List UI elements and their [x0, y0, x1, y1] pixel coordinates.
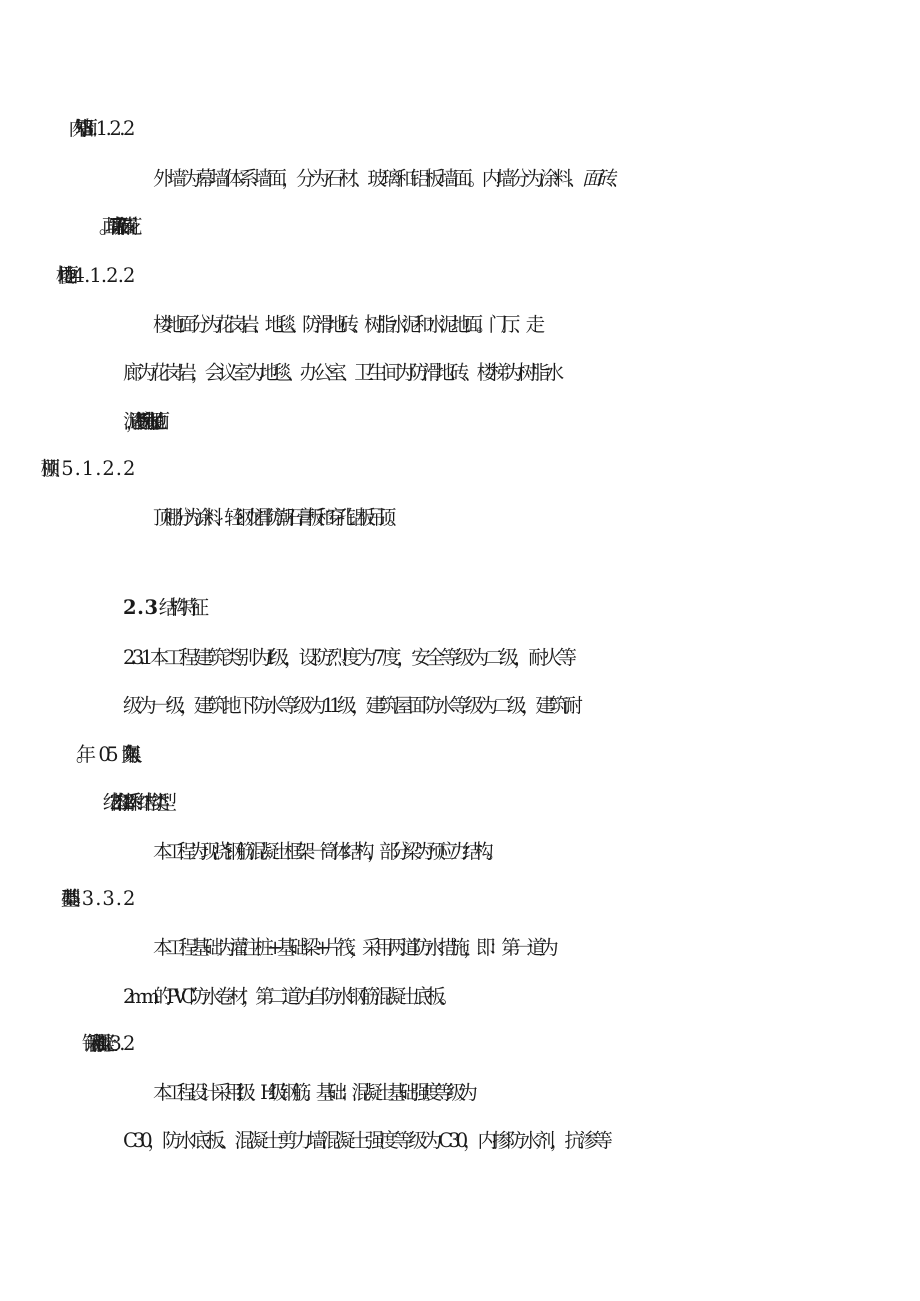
- paragraph-line: [123, 741, 920, 769]
- heading-2-3-2: 2.3.2 结构体系和结构类型: [123, 791, 165, 814]
- paragraph-line: 级为一级，建筑地下防水等级为 11 级，建筑屋面防水等级为二级，建筑耐: [123, 694, 578, 717]
- section-number: 2.3: [123, 596, 159, 619]
- paragraph-line: [123, 213, 920, 241]
- heading-2-3-3: [123, 885, 920, 913]
- heading-2-3-4: [123, 1030, 920, 1058]
- paragraph-line: 顶棚分为涂料、轻钢龙骨防潮石膏板和穿孔铝板吊顶。: [153, 506, 398, 529]
- section-title: 结构特征: [158, 596, 200, 619]
- paragraph-line: 2.3.1 本工程建筑类别为Ⅰ级，设防烈度为 7 度，安全等级为二级，耐火等: [123, 646, 573, 669]
- paragraph-line: C30，防水底板、混凝土剪力墙混凝土强度等级为 C30，内掺防水剂，抗渗等: [123, 1129, 608, 1152]
- heading-2-2-1-4: [123, 262, 920, 290]
- heading-2-2-1-3: [123, 115, 920, 143]
- heading-2-2-1-5: [123, 455, 920, 483]
- paragraph-line: 泥，设备机房为水泥地面。: [123, 410, 157, 433]
- paragraph-line: 2mm 的 PVC 防水卷材，第二道为自防水钢筋混凝土底板。: [123, 985, 453, 1008]
- paragraph-line: 本工程设计采用Ⅰ级、H 级钢筋。基础：混凝土基础强度等级为: [153, 1081, 471, 1104]
- paragraph-line: 本工程基础为灌注桩+基础梁+片筏，采用两道防水措施，即：第一道为: [153, 936, 552, 959]
- paragraph-line: [153, 165, 920, 193]
- text-run: 、: [610, 167, 625, 190]
- heading-2-3: [123, 594, 920, 622]
- text-run: 外墙为幕墙体系墙面，分为石材、玻璃和铝板墙面。内墙分为涂料、: [153, 167, 582, 190]
- text-run-italic: 面砖: [581, 167, 611, 190]
- paragraph-line: 楼地面分为花岗岩、地毯、防滑地砖、树脂水泥和水泥地面。门厅、走: [153, 313, 539, 336]
- paragraph-line: 廊为花岗岩，会议室为地毯、办公室、卫生间为防滑地砖、楼梯为树脂水: [123, 361, 559, 384]
- paragraph-line: 本工程为现浇钢筋混凝土框架一筒体结构，部分梁为预应力结构。: [153, 840, 498, 863]
